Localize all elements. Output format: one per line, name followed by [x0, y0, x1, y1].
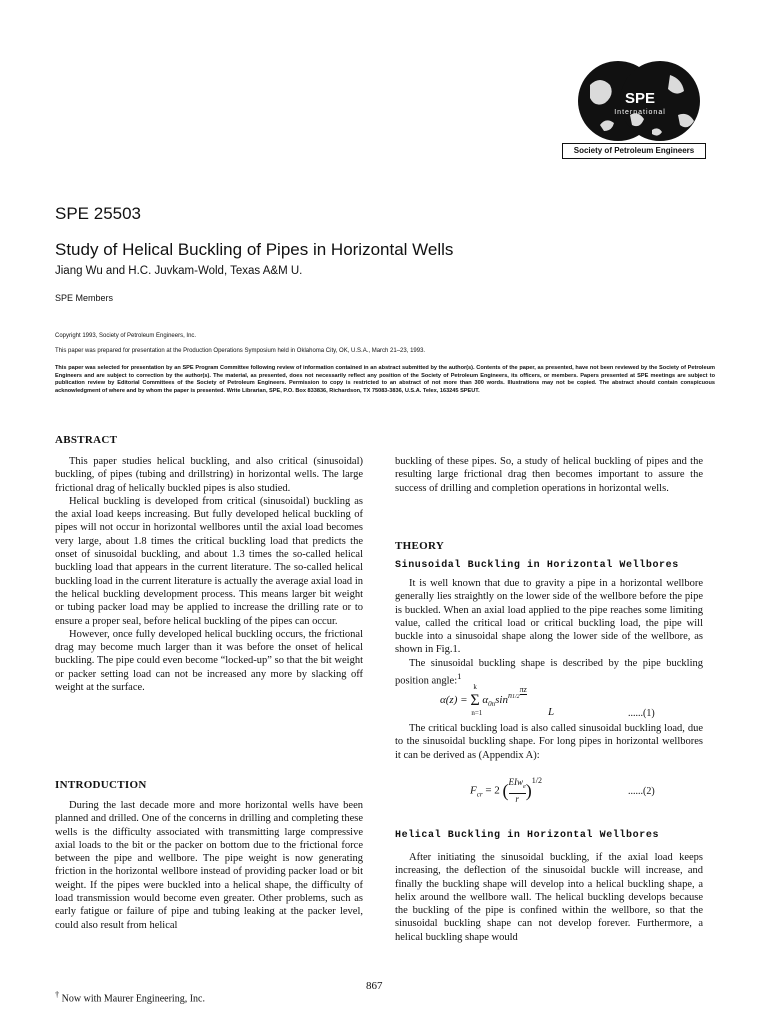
introduction-paragraph: During the last decade more and more horizontal wells have been planned and drilled. One of the concerns in drilling and completing these wells is the difficulty associated with transmitting large compressive axial loads to the bit or the packer on bottom due to the frictional force between the pipe and wellbore. The pipe weight is now generating friction in the horizontal wellbore instead of providing packer load or bit weight. If the pipes were buckled into a helical shape, the difficulty of load transmission would become even greater. Other problems, such as early fatigue or failure of pipe and tubing leaking at the packer level, could also result from helical: [55, 800, 363, 931]
logo-subtext: International: [614, 109, 666, 116]
equation-2-number: ......(2): [628, 786, 655, 797]
eq1-denominator: L: [548, 706, 555, 718]
eq2-exponent: 1/2: [531, 775, 542, 785]
eq1-sin-sup: [508, 685, 527, 701]
eq2-lhs: F: [470, 784, 477, 797]
introduction-body: [55, 799, 363, 932]
eq1-sin-sup-n: n: [508, 691, 512, 701]
right-paren-icon: ): [525, 780, 532, 801]
selection-notice: This paper was selected for presentation by an SPE Program Committee following review of information contained in an abstract submitted by the author(s). Contents of the paper, as presented, have not been reviewed by the Society of Petroleum Engineers and are subject to correction by the author(s). The material, as presented, does not necessarily reflect any position of the Society of Petroleum Engineers, its officers, or members. Papers presented at SPE meetings are subject to publication review by Editorial Committees of the Society of Petroleum Engineers. Permission to copy is restricted to an abstract of not more than 300 words. Illustrations may not be copied. The abstract should contain conspicuous acknowledgment of where and by whom the paper is presented. Write Librarian, SPE, P.O. Box 833836, Richardson, TX 75083-3836, U.S.A. Telex, 163245 SPEUT.: [55, 365, 715, 394]
eq1-sum-bottom: n=1: [471, 709, 483, 717]
eq2-lhs-sub: cr: [476, 790, 483, 799]
sinusoidal-subheading: Sinusoidal Buckling in Horizontal Wellbores: [395, 560, 679, 571]
eq1-term-sub: 0n: [488, 700, 496, 709]
eq2-num-sub: e: [523, 783, 526, 790]
eq1-sin-sup-half: 1/2: [512, 694, 520, 701]
introduction-continued-paragraph: buckling of these pipes. So, a study of helical buckling of pipes and the resulting large frictional drag then becomes important to assure the success of drilling and completion operations in horizontal wells.: [395, 456, 703, 494]
helical-subheading: Helical Buckling in Horizontal Wellbores: [395, 830, 660, 841]
eq1-sum: [470, 683, 483, 717]
paper-authors: Jiang Wu and H.C. Juvkam-Wold, Texas A&M U.: [55, 265, 303, 277]
dagger-icon: †: [55, 990, 60, 999]
theory-paragraph: [395, 657, 703, 688]
theory-body-2: [395, 722, 703, 762]
theory-paragraph-text: The sinusoidal buckling shape is described by the pipe buckling position angle:: [395, 657, 703, 687]
eq2-denominator: r: [515, 793, 519, 804]
logo-society-name: Society of Petroleum Engineers: [562, 143, 706, 159]
sum-icon: Σ: [470, 692, 480, 709]
abstract-body: [55, 455, 363, 694]
page-number: 867: [366, 980, 383, 992]
reference-mark: 1: [457, 671, 462, 682]
paper-number: SPE 25503: [55, 204, 142, 223]
eq1-fraction-num: πz: [519, 685, 527, 695]
eq2-equals: = 2: [482, 784, 503, 797]
introduction-heading: INTRODUCTION: [55, 779, 147, 791]
equation-2: [470, 777, 542, 805]
introduction-continued: [395, 455, 703, 495]
eq1-term: α: [482, 694, 489, 706]
theory-body-1: [395, 577, 703, 688]
eq1-sum-top: k: [473, 683, 477, 691]
left-paren-icon: (: [502, 780, 509, 801]
theory-body-3: [395, 851, 703, 944]
paper-title: Study of Helical Buckling of Pipes in Horizontal Wells: [55, 240, 454, 259]
theory-paragraph: It is well known that due to gravity a pipe in a horizontal wellbore generally lies straightly on the lower side of the wellbore before the pipe is buckled. When an axial load applied to the pipe reaches some limiting value, called the critical load or critical buckling load, the pipe will buckle into a sinusoidal shape along the lower side of the wellbore, as shown in Fig.1.: [395, 578, 703, 656]
copyright-notice: Copyright 1993, Society of Petroleum Engineers, Inc.: [55, 333, 197, 339]
prepared-notice: This paper was prepared for presentation at the Production Operations Symposium held in Oklahoma City, OK, U.S.A., March 21–23, 1993.: [55, 348, 426, 354]
eq2-fraction: [509, 777, 526, 805]
eq2-numerator: [509, 777, 526, 794]
equation-1: [440, 683, 527, 717]
abstract-heading: ABSTRACT: [55, 434, 118, 446]
footnote-text: Now with Maurer Engineering, Inc.: [61, 993, 205, 1005]
eq1-sin: sin: [495, 694, 508, 706]
eq2-num-text: EIw: [508, 777, 524, 787]
theory-paragraph: The critical buckling load is also called sinusoidal buckling load, due to the sinusoidal buckling shape. For long pipes in horizontal wellbores it can be derived as (Appendix A):: [395, 723, 703, 761]
abstract-paragraph: However, once fully developed helical buckling occurs, the frictional drag may become much larger than it was before the onset of helical buckling. The pipe could even become “locked-up” so that the bit weight or packer setting load can not be increased any more by slacking off weight at the surface.: [55, 628, 363, 694]
abstract-paragraph: Helical buckling is developed from critical (sinusoidal) buckling as the axial load keeps increasing. But fully developed helical buckling of pipes will not occur in horizontal wellbores until the axial load becomes very large, about 1.8 times the critical buckling load that predicts the onset of sinusoidal buckling, and about 1.3 times the so-called helical buckling load that appears in the current literature. The so-called helical buckling load in the current literature is actually the average axial load in the helical buckling development process. This means larger bit weight or tubing packer load may be applied to increase the drilling rate or to ensure a proper seal, before helical buckling of the pipes can occur.: [55, 495, 363, 627]
logo-initials: SPE: [624, 90, 656, 107]
eq1-fraction: [520, 685, 527, 695]
theory-heading: THEORY: [395, 540, 445, 552]
spe-members: SPE Members: [55, 293, 114, 303]
eq1-lhs: α(z) =: [440, 694, 471, 706]
abstract-paragraph: This paper studies helical buckling, and also critical (sinusoidal) buckling, of pipes (tubing and drillstring) in horizontal wells. The large frictional drag of helically buckled pipes is also studied.: [55, 456, 363, 494]
equation-1-number: ......(1): [628, 708, 655, 719]
footnote: [55, 990, 205, 1004]
theory-paragraph: After initiating the sinusoidal buckling, if the axial load keeps increasing, the deflection of the sinusoidal buckle will increase, and finally the buckling shape will develop into a helical buckling shape, a helix around the wellbore wall. The helical buckling develops because the buckling of the pipe is confined within the wellbore, so that the sinusoidal buckling shape can not develop forever. Furthermore, a helical buckling shape would: [395, 852, 703, 943]
